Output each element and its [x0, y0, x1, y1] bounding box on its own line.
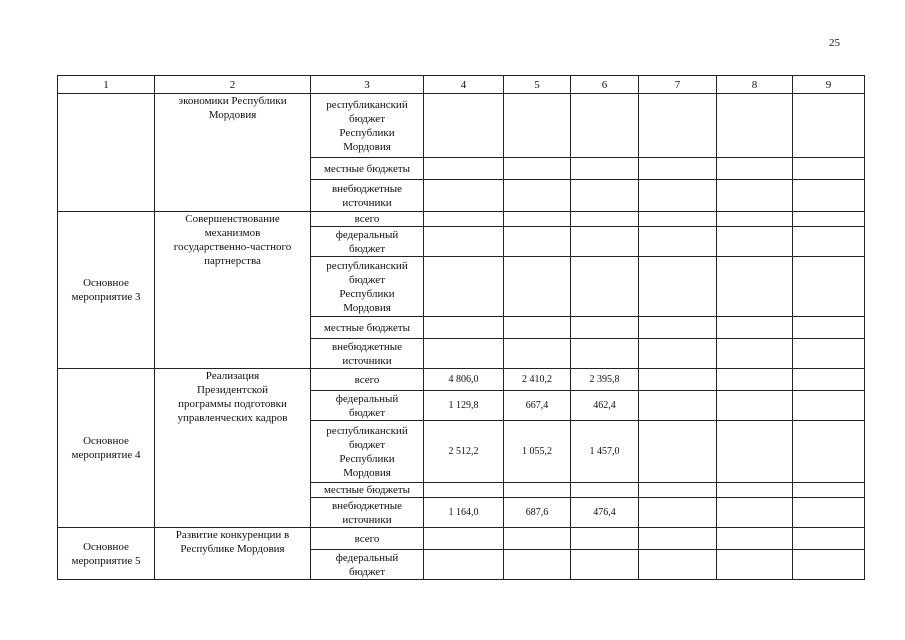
- header-cell: 4: [424, 76, 504, 94]
- value-cell: [639, 391, 717, 421]
- value-cell: [639, 550, 717, 580]
- value-cell: 667,4: [504, 391, 571, 421]
- funding-source-label: всего: [354, 532, 380, 545]
- value-cell: [424, 180, 504, 212]
- value-cell: 1 164,0: [424, 498, 504, 528]
- header-cell: 6: [571, 76, 639, 94]
- funding-source-label: республиканский бюджет Республики Мордовия: [326, 424, 408, 479]
- header-cell: 1: [58, 76, 155, 94]
- table-row: [58, 369, 865, 391]
- funding-source-cell: [311, 158, 424, 180]
- event-label: Основное мероприятие 4: [71, 435, 141, 461]
- value-cell: [571, 317, 639, 339]
- description-label: Совершенствование механизмов государственно-частного партнерства: [173, 213, 292, 267]
- funding-source-label: внебюджетные источники: [331, 499, 403, 526]
- table-body: [58, 94, 865, 580]
- value-cell: [424, 257, 504, 317]
- value-cell: 476,4: [571, 498, 639, 528]
- value-cell: [793, 391, 865, 421]
- value-cell: [571, 227, 639, 257]
- value-cell: [717, 391, 793, 421]
- event-label: Основное мероприятие 3: [71, 277, 141, 303]
- funding-source-label: федеральный бюджет: [335, 551, 399, 578]
- value-cell: [504, 528, 571, 550]
- funding-source-cell: [311, 391, 424, 421]
- value-cell: [717, 339, 793, 369]
- value-cell: [571, 212, 639, 227]
- event-cell: [58, 528, 155, 580]
- value-cell: [717, 257, 793, 317]
- value-cell: [571, 257, 639, 317]
- funding-source-cell: [311, 317, 424, 339]
- table-row: [58, 212, 865, 227]
- funding-source-label: местные бюджеты: [323, 321, 411, 334]
- funding-source-cell: [311, 94, 424, 158]
- value-cell: 1 129,8: [424, 391, 504, 421]
- header-cell: 2: [155, 76, 311, 94]
- funding-source-cell: [311, 498, 424, 528]
- value-cell: [571, 550, 639, 580]
- value-cell: [793, 550, 865, 580]
- description-cell: [155, 369, 311, 528]
- value-cell: [639, 257, 717, 317]
- table-row: [58, 528, 865, 550]
- funding-source-cell: [311, 339, 424, 369]
- funding-source-cell: [311, 369, 424, 391]
- value-cell: 2 410,2: [504, 369, 571, 391]
- description-cell: [155, 528, 311, 580]
- description-cell: [155, 212, 311, 369]
- value-cell: [639, 339, 717, 369]
- value-cell: [639, 94, 717, 158]
- value-cell: [504, 94, 571, 158]
- value-cell: [571, 94, 639, 158]
- event-cell: [58, 94, 155, 212]
- funding-source-label: местные бюджеты: [323, 162, 411, 175]
- description-label: экономики Республики Мордовия: [178, 95, 287, 121]
- funding-source-cell: [311, 483, 424, 498]
- funding-source-label: республиканский бюджет Республики Мордовия: [326, 98, 408, 153]
- value-cell: [639, 180, 717, 212]
- value-cell: [793, 94, 865, 158]
- value-cell: [504, 212, 571, 227]
- value-cell: [717, 158, 793, 180]
- value-cell: [504, 180, 571, 212]
- value-cell: [639, 317, 717, 339]
- value-cell: [504, 339, 571, 369]
- value-cell: [793, 421, 865, 483]
- value-cell: [793, 498, 865, 528]
- value-cell: 4 806,0: [424, 369, 504, 391]
- value-cell: [424, 94, 504, 158]
- value-cell: 1 055,2: [504, 421, 571, 483]
- description-label: Развитие конкуренции в Республике Мордовия: [175, 529, 290, 555]
- funding-source-cell: [311, 528, 424, 550]
- event-cell: [58, 369, 155, 528]
- value-cell: [639, 528, 717, 550]
- funding-source-cell: [311, 421, 424, 483]
- value-cell: [571, 180, 639, 212]
- value-cell: [639, 369, 717, 391]
- value-cell: [793, 257, 865, 317]
- value-cell: [793, 227, 865, 257]
- value-cell: [793, 158, 865, 180]
- value-cell: [717, 94, 793, 158]
- value-cell: [424, 212, 504, 227]
- value-cell: 462,4: [571, 391, 639, 421]
- value-cell: [717, 421, 793, 483]
- value-cell: [504, 227, 571, 257]
- header-cell: 9: [793, 76, 865, 94]
- funding-source-label: всего: [354, 373, 380, 386]
- funding-source-label: всего: [354, 213, 380, 225]
- header-row: [58, 76, 865, 94]
- value-cell: [717, 180, 793, 212]
- value-cell: [504, 317, 571, 339]
- header-cell: 5: [504, 76, 571, 94]
- value-cell: [571, 158, 639, 180]
- table-row: [58, 94, 865, 158]
- value-cell: [639, 158, 717, 180]
- value-cell: [424, 339, 504, 369]
- value-cell: [717, 498, 793, 528]
- value-cell: [571, 339, 639, 369]
- value-cell: [717, 317, 793, 339]
- event-cell: [58, 212, 155, 369]
- value-cell: [639, 227, 717, 257]
- value-cell: [424, 317, 504, 339]
- value-cell: [504, 158, 571, 180]
- funding-source-cell: [311, 550, 424, 580]
- value-cell: [571, 528, 639, 550]
- event-label: Основное мероприятие 5: [71, 540, 141, 567]
- value-cell: [793, 212, 865, 227]
- value-cell: [504, 483, 571, 498]
- funding-source-label: республиканский бюджет Республики Мордовия: [326, 259, 408, 314]
- funding-source-cell: [311, 180, 424, 212]
- value-cell: [793, 369, 865, 391]
- value-cell: [793, 317, 865, 339]
- value-cell: [424, 158, 504, 180]
- header-cell: 3: [311, 76, 424, 94]
- header-cell: 8: [717, 76, 793, 94]
- funding-source-cell: [311, 212, 424, 227]
- value-cell: [639, 483, 717, 498]
- value-cell: 1 457,0: [571, 421, 639, 483]
- value-cell: [571, 483, 639, 498]
- funding-source-cell: [311, 227, 424, 257]
- value-cell: 2 512,2: [424, 421, 504, 483]
- funding-source-label: федеральный бюджет: [335, 392, 399, 419]
- value-cell: 687,6: [504, 498, 571, 528]
- value-cell: [717, 483, 793, 498]
- funding-source-label: местные бюджеты: [323, 484, 411, 496]
- value-cell: [717, 528, 793, 550]
- value-cell: [639, 421, 717, 483]
- value-cell: [504, 257, 571, 317]
- value-cell: [424, 528, 504, 550]
- description-label: Реализация Президентской программы подготовки управленческих кадров: [177, 370, 288, 424]
- value-cell: [717, 369, 793, 391]
- header-cell: 7: [639, 76, 717, 94]
- value-cell: [793, 339, 865, 369]
- funding-source-label: внебюджетные источники: [331, 340, 403, 367]
- value-cell: [504, 550, 571, 580]
- value-cell: [424, 550, 504, 580]
- funding-source-label: федеральный бюджет: [335, 228, 399, 255]
- value-cell: [639, 212, 717, 227]
- page-number: 25: [829, 37, 840, 49]
- value-cell: [717, 550, 793, 580]
- value-cell: [793, 528, 865, 550]
- value-cell: [717, 212, 793, 227]
- value-cell: [424, 227, 504, 257]
- funding-source-cell: [311, 257, 424, 317]
- budget-table: [57, 75, 865, 580]
- value-cell: [793, 180, 865, 212]
- value-cell: [793, 483, 865, 498]
- description-cell: [155, 94, 311, 212]
- value-cell: 2 395,8: [571, 369, 639, 391]
- funding-source-label: внебюджетные источники: [331, 182, 403, 209]
- value-cell: [424, 483, 504, 498]
- value-cell: [639, 498, 717, 528]
- value-cell: [717, 227, 793, 257]
